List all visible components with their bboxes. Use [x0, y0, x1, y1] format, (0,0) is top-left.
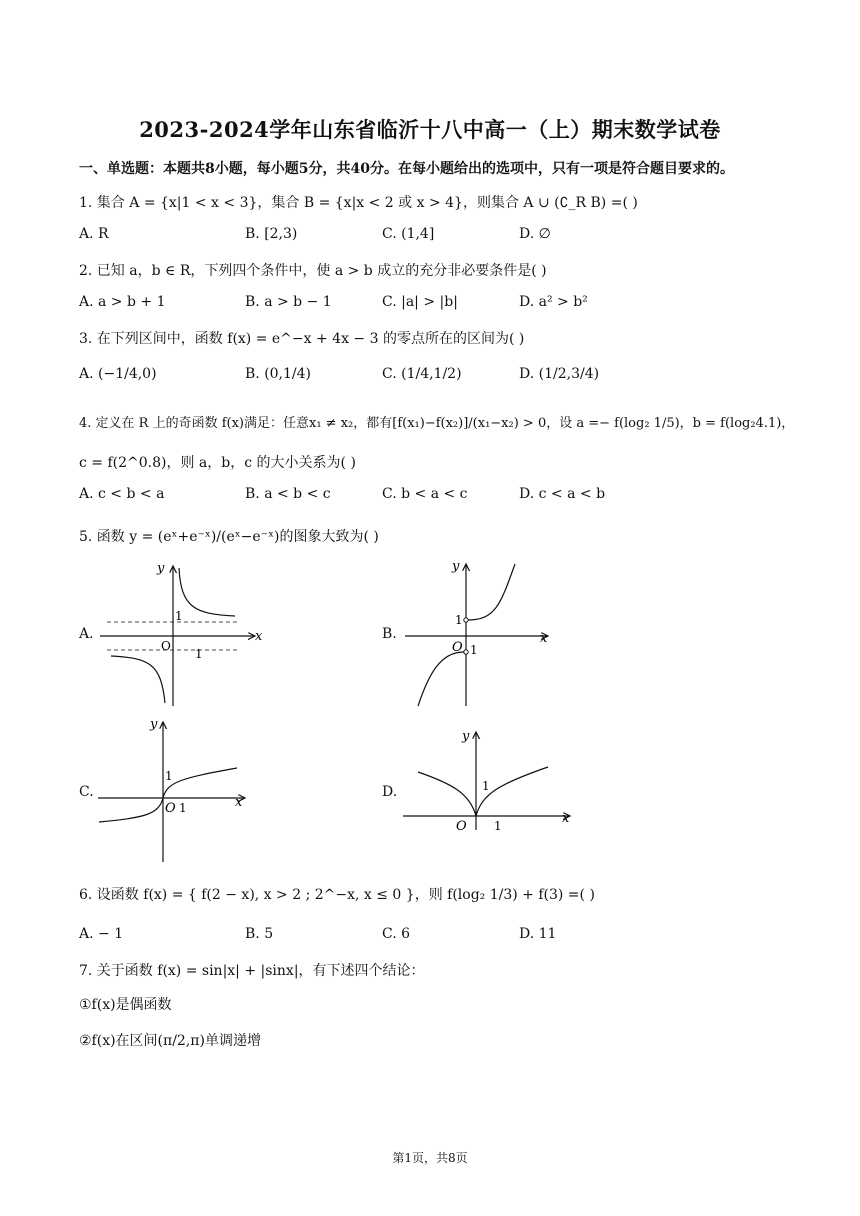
tick-1-bottom: 1	[470, 643, 478, 657]
question-1-stem: 1. 集合 A = {x|1 < x < 3}，集合 B = {x|x < 2 或 x > 4}，则集合 A ∪ (∁_R B) =( )	[79, 195, 638, 211]
tick-1-top: 1	[175, 609, 183, 623]
q4-option-c: C. b < a < c	[382, 486, 468, 502]
question-6-stem: 6. 设函数 f(x) = { f(2 − x), x > 2 ; 2^−x, x ≤ 0 }，则 f(log₂ 1/3) + f(3) =( )	[79, 887, 595, 903]
y-label: y	[462, 729, 470, 744]
q3-option-c: C. (1/4,1/2)	[382, 366, 462, 382]
tick-1-top: 1	[482, 779, 490, 793]
curve-right	[179, 568, 235, 616]
q1-option-d: D. ∅	[519, 226, 551, 242]
question-4-stem-line2: c = f(2^0.8)，则 a，b，c 的大小关系为( )	[79, 455, 356, 471]
origin-label: O	[452, 640, 463, 655]
q4-option-d: D. c < a < b	[519, 486, 606, 502]
graph-b	[400, 556, 560, 711]
x-label: x	[255, 629, 263, 644]
graph-a-label: A.	[79, 626, 94, 642]
graph-b-label: B.	[382, 626, 397, 642]
x-label: x	[562, 811, 570, 826]
curve-right	[467, 564, 515, 620]
q3-option-d: D. (1/2,3/4)	[519, 366, 600, 382]
q1-option-a: A. R	[79, 226, 109, 242]
page-title: 2023-2024学年山东省临沂十八中高一（上）期末数学试卷	[139, 117, 721, 142]
graph-a	[95, 558, 265, 708]
q6-option-c: C. 6	[382, 926, 411, 942]
q3-option-a: A. (−1/4,0)	[79, 366, 157, 382]
y-label: y	[157, 561, 165, 576]
q2-option-b: B. a > b − 1	[245, 294, 332, 310]
tick-1-right: 1	[179, 801, 187, 815]
q2-option-a: A. a > b + 1	[79, 294, 166, 310]
tick-1-top: 1	[455, 613, 463, 627]
x-label: x	[540, 631, 548, 646]
graph-d	[398, 722, 578, 834]
tick-1-bottom: 1	[195, 647, 203, 661]
curve-left	[418, 652, 465, 706]
q2-option-c: C. |a| > |b|	[382, 294, 458, 310]
curve-left	[111, 656, 165, 703]
q6-option-b: B. 5	[245, 926, 274, 942]
question-7-stem: 7. 关于函数 f(x) = sin|x| + |sinx|，有下述四个结论：	[79, 963, 425, 979]
tick-1-right: 1	[494, 819, 502, 833]
graph-d-label: D.	[382, 784, 398, 800]
tick-1-top: 1	[165, 769, 173, 783]
open-point-bottom	[464, 650, 468, 654]
graph-c	[95, 714, 255, 864]
q6-option-d: D. 11	[519, 926, 557, 942]
question-4-stem-line1: 4. 定义在 R 上的奇函数 f(x)满足：任意x₁ ≠ x₂，都有[f(x₁)−f(x₂)]/(x₁−x₂) > 0，设 a =− f(log₂ 1/5)，b = f(log₂4.1)，	[79, 416, 795, 431]
x-label: x	[235, 795, 243, 810]
q7-conclusion-1: ①f(x)是偶函数	[79, 997, 172, 1013]
q1-option-c: C. (1,4]	[382, 226, 435, 242]
section-heading: 一、单选题：本题共8小题，每小题5分，共40分。在每小题给出的选项中，只有一项是符合题目要求的。	[79, 161, 734, 177]
question-2-stem: 2. 已知 a，b ∈ R，下列四个条件中，使 a > b 成立的充分非必要条件是( )	[79, 263, 547, 279]
q3-option-b: B. (0,1/4)	[245, 366, 312, 382]
q7-conclusion-2: ②f(x)在区间(π/2,π)单调递增	[79, 1033, 261, 1049]
origin-label: O	[161, 639, 171, 653]
y-label: y	[452, 559, 460, 574]
q4-option-b: B. a < b < c	[245, 486, 331, 502]
q6-option-a: A. − 1	[79, 926, 124, 942]
graph-c-label: C.	[79, 784, 94, 800]
open-point-top	[464, 618, 468, 622]
y-label: y	[150, 717, 158, 732]
origin-label: O	[165, 801, 176, 816]
q4-option-a: A. c < b < a	[79, 486, 165, 502]
q1-option-b: B. [2,3)	[245, 226, 298, 242]
question-5-stem: 5. 函数 y = (eˣ+e⁻ˣ)/(eˣ−e⁻ˣ)的图象大致为( )	[79, 529, 379, 545]
page-footer: 第1页，共8页	[392, 1151, 468, 1165]
curve-left	[418, 772, 476, 816]
question-3-stem: 3. 在下列区间中，函数 f(x) = e^−x + 4x − 3 的零点所在的区间为( )	[79, 331, 525, 347]
q2-option-d: D. a² > b²	[519, 294, 588, 310]
origin-label: O	[456, 819, 467, 834]
